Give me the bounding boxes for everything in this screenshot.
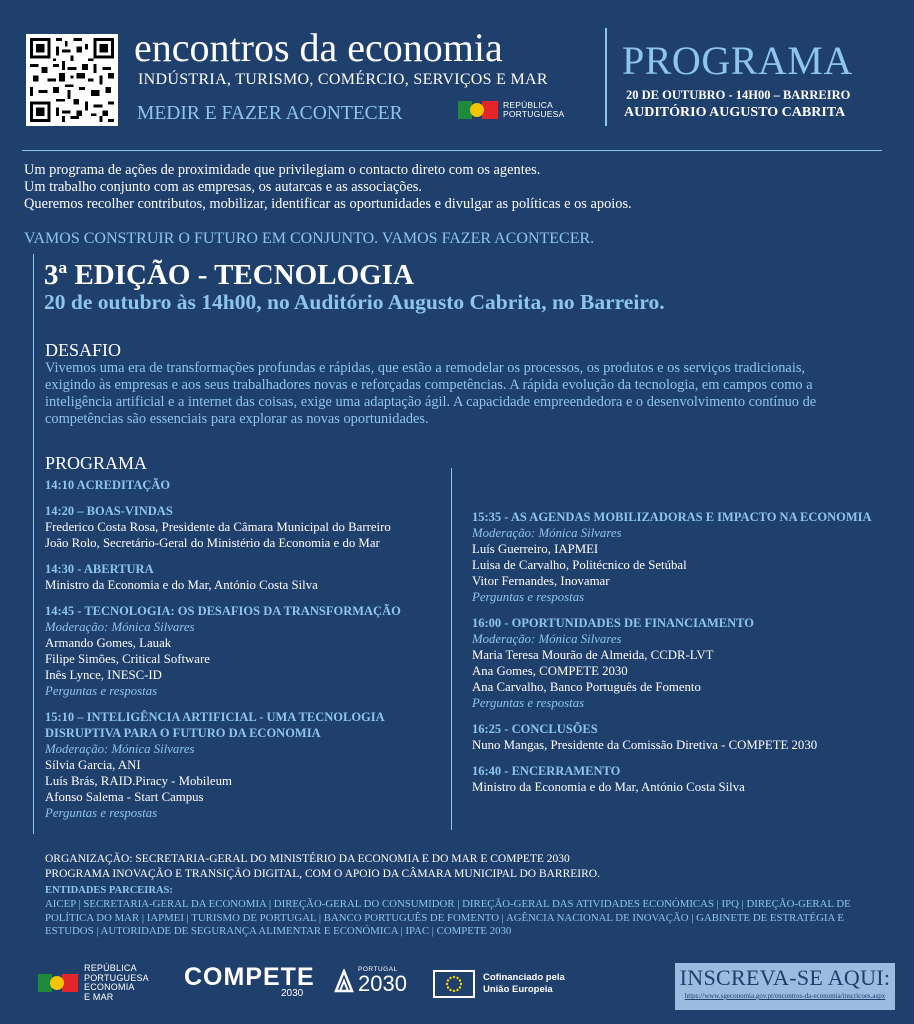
speaker: Armando Gomes, Lauak: [45, 636, 172, 650]
session-title: 15:10 – INTELIGÊNCIA ARTIFICIAL - UMA TECNOLOGIA DISRUPTIVA PARA O FUTURO DA ECONOMIA: [45, 710, 384, 740]
speaker: João Rolo, Secretário-Geral do Ministério da Economia e do Mar: [45, 536, 380, 550]
session: [45, 709, 445, 821]
rp-logo-line: PORTUGUESA: [84, 972, 149, 983]
republica-portuguesa-logo: [458, 101, 564, 119]
desafio-text: Vivemos uma era de transformações profundas e rápidas, que estão a remodelar os processos, os produtos e os serviços tradicionais, exigindo às empresas e aos seus trabalhadores novas e reforçadas competências. A rápida evolução da tecnologia, em campos como a inteligência artificial e a internet das coisas, exige uma adaptação ágil. A capacidade empreendedora e o desenvolvimento contínuo de competências são essenciais para explorar as novas oportunidades.: [45, 360, 817, 427]
speaker: Inês Lynce, INESC-ID: [45, 668, 162, 682]
desafio-heading: DESAFIO: [45, 340, 122, 360]
session-title: 14:10 ACREDITAÇÃO: [45, 478, 171, 492]
portugal-2030-logo: [334, 966, 407, 995]
portugal-flag-icon: [458, 101, 498, 119]
rp-logo-line: PORTUGUESA: [503, 109, 565, 119]
rp-logo-line: E MAR: [84, 991, 114, 1002]
speaker: Sílvia Garcia, ANI: [45, 758, 141, 772]
eu-flag-icon: [433, 970, 475, 998]
program-column-left: [45, 477, 445, 831]
intro-text: [24, 162, 632, 213]
speaker: Maria Teresa Mourão de Almeida, CCDR-LVT: [472, 648, 714, 662]
speaker: Ana Carvalho, Banco Português de Fomento: [472, 680, 701, 694]
speaker: Luisa de Carvalho, Politécnico de Setúbal: [472, 558, 687, 572]
edition-title: 3ª EDIÇÃO - TECNOLOGIA: [44, 259, 414, 291]
speaker: Ministro da Economia e do Mar, António Costa Silva: [472, 780, 745, 794]
eu-text-line: Cofinanciado pela: [483, 972, 565, 983]
moderator: Moderação: Mónica Silvares: [472, 632, 622, 646]
session: [472, 509, 872, 605]
event-title: encontros da economia: [134, 25, 503, 70]
speaker: Luís Guerreiro, IAPMEI: [472, 542, 599, 556]
session-title: 15:35 - AS AGENDAS MOBILIZADORAS E IMPACTO NA ECONOMIA: [472, 510, 872, 524]
session: [45, 503, 445, 551]
moderator: Moderação: Mónica Silvares: [45, 620, 195, 634]
portugal-2030-mark-icon: [334, 969, 354, 993]
speaker: Ministro da Economia e do Mar, António Costa Silva: [45, 578, 318, 592]
header-rule: [22, 150, 882, 151]
organization-line: ORGANIZAÇÃO: SECRETARIA-GERAL DO MINISTÉRIO DA ECONOMIA E DO MAR E COMPETE 2030: [45, 853, 570, 865]
speaker: Afonso Salema - Start Campus: [45, 790, 204, 804]
session-title: 14:45 - TECNOLOGIA: OS DESAFIOS DA TRANSFORMAÇÃO: [45, 604, 401, 618]
moderator: Moderação: Mónica Silvares: [472, 526, 622, 540]
speaker: Vitor Fernandes, Inovamar: [472, 574, 610, 588]
speaker: Ana Gomes, COMPETE 2030: [472, 664, 628, 678]
organization: [45, 852, 600, 882]
rp-logo-line: REPÚBLICA: [84, 963, 137, 973]
intro-line: Um trabalho conjunto com as empresas, os autarcas e as associações.: [24, 179, 423, 195]
tagline: VAMOS CONSTRUIR O FUTURO EM CONJUNTO. VAMOS FAZER ACONTECER.: [24, 230, 595, 247]
session-title: 14:30 - ABERTURA: [45, 562, 154, 576]
intro-line: Um programa de ações de proximidade que privilegiam o contacto direto com os agentes.: [24, 162, 541, 178]
qr-code-icon: [30, 38, 114, 122]
organization-line: PROGRAMA INOVAÇÃO E TRANSIÇÃO DIGITAL, COM O APOIO DA CÂMARA MUNICIPAL DO BARREIRO.: [45, 868, 600, 880]
portugal-2030-year: 2030: [358, 971, 407, 996]
signup-link[interactable]: https://www.sgeconomia.gov.pt/encontros-da-economia/inscricoes.aspx: [684, 992, 886, 1000]
qa-label: Perguntas e respostas: [472, 696, 585, 710]
event-venue-line: AUDITÓRIO AUGUSTO CABRITA: [624, 105, 846, 120]
qa-label: Perguntas e respostas: [45, 684, 158, 698]
signup-button[interactable]: [675, 963, 895, 1010]
event-date-line: 20 DE OUTUBRO - 14H00 – BARREIRO: [626, 88, 851, 102]
programa-title: PROGRAMA: [622, 38, 853, 83]
partners-heading: ENTIDADES PARCEIRAS:: [45, 885, 173, 896]
portugal-2030-label: PORTUGAL: [358, 966, 398, 973]
edition-date: 20 de outubro às 14h00, no Auditório Augusto Cabrita, no Barreiro.: [44, 290, 665, 314]
speaker: Frederico Costa Rosa, Presidente da Câmara Municipal do Barreiro: [45, 520, 391, 534]
session: [45, 561, 445, 593]
session: [472, 615, 872, 711]
speaker: Luís Brás, RAID.Piracy - Mobileum: [45, 774, 232, 788]
header-divider: [605, 28, 607, 126]
speaker: Nuno Mangas, Presidente da Comissão Diretiva - COMPETE 2030: [472, 738, 818, 752]
eu-text-line: União Europeia: [483, 984, 553, 995]
session: [45, 603, 445, 699]
eu-cofinancing-logo: [433, 970, 565, 998]
qr-code[interactable]: [26, 34, 118, 126]
partners-list: AICEP | SECRETARIA-GERAL DA ECONOMIA | DIREÇÃO-GERAL DO CONSUMIDOR | DIREÇÃO-GERAL DAS ATIVIDADES ECONÓMICAS | IPQ | DIREÇÃO-GERAL DE POLÍTICA DO MAR | IAPMEI | TURISMO DE PORTUGAL | BANCO PORTUGUÊS DE FOMENTO | AGÊNCIA NACIONAL DE INOVAÇÃO | GABINETE DE ESTRATÉGIA E ESTUDOS | AUTORIDADE DE SEGURANÇA ALIMENTAR E ECONÓMICA | IPAC | COMPETE 2030: [45, 898, 851, 937]
session: [472, 721, 872, 753]
compete-year: 2030: [281, 988, 304, 999]
republica-portuguesa-economia-logo: [38, 964, 149, 1002]
session: [45, 477, 445, 493]
programa-heading: PROGRAMA: [45, 453, 148, 473]
portugal-flag-icon: [38, 964, 78, 1002]
rp-logo-line: ECONOMIA: [84, 982, 135, 992]
left-rule: [33, 254, 34, 834]
moderator: Moderação: Mónica Silvares: [45, 742, 195, 756]
speaker: Filipe Simões, Critical Software: [45, 652, 210, 666]
qa-label: Perguntas e respostas: [472, 590, 585, 604]
compete-logo: COMPETE: [184, 963, 315, 991]
session: [472, 763, 872, 795]
event-subtitle: INDÚSTRIA, TURISMO, COMÉRCIO, SERVIÇOS E MAR: [138, 71, 548, 88]
session-title: 16:40 - ENCERRAMENTO: [472, 764, 621, 778]
intro-line: Queremos recolher contributos, mobilizar, identificar as oportunidades e divulgar as políticas e os apoios.: [24, 196, 632, 212]
session-title: 16:00 - OPORTUNIDADES DE FINANCIAMENTO: [472, 616, 754, 630]
signup-label[interactable]: INSCREVA-SE AQUI:: [679, 965, 891, 990]
program-column-right: [472, 509, 872, 805]
rp-logo-line: REPÚBLICA: [503, 100, 553, 110]
session-title: 14:20 – BOAS-VINDAS: [45, 504, 173, 518]
column-divider: [451, 468, 452, 830]
slogan: MEDIR E FAZER ACONTECER: [137, 103, 403, 124]
session-title: 16:25 - CONCLUSÕES: [472, 722, 598, 736]
qa-label: Perguntas e respostas: [45, 806, 158, 820]
